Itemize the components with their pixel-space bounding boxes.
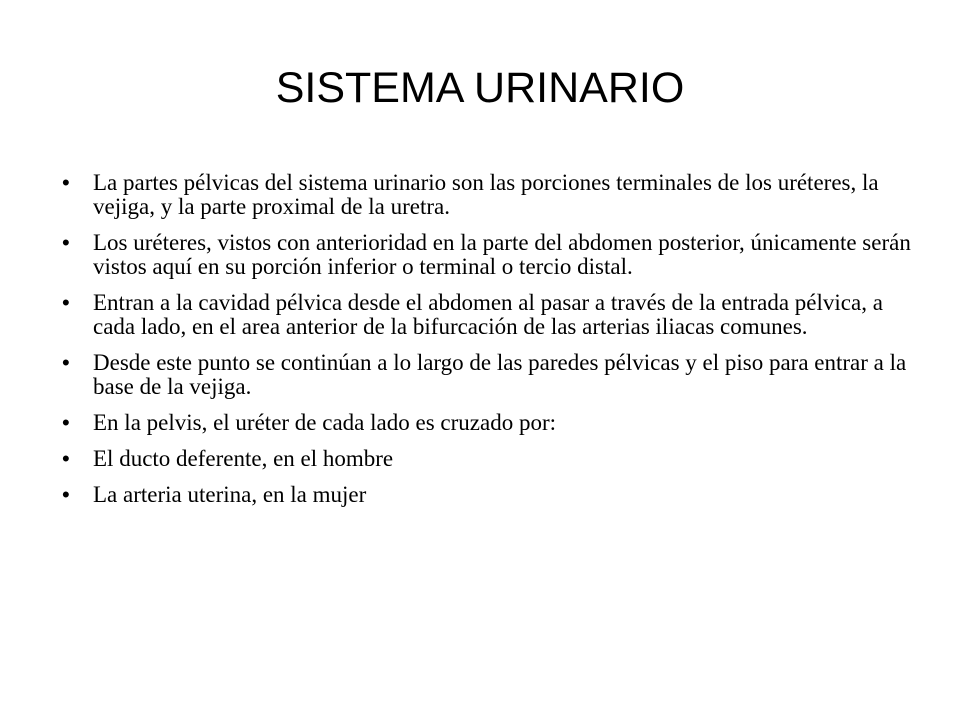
bullet-item [62,291,912,339]
bullet-text: El ducto deferente, en el hombre [93,446,394,471]
bullet-text: Desde este punto se continúan a lo largo de las paredes pélvicas y el piso para entrar a la base de la vejiga. [93,350,907,399]
bullet-item [62,411,912,435]
bullet-text: La arteria uterina, en la mujer [93,482,367,507]
bullet-dot-icon: • [62,410,70,435]
bullet-text: Los uréteres, vistos con anterioridad en la parte del abdomen posterior, únicamente serán vistos aquí en su porción inferior o terminal o tercio distal. [93,230,911,279]
bullet-text: La partes pélvicas del sistema urinario son las porciones terminales de los uréteres, la vejiga, y la parte proximal de la uretra. [93,170,879,219]
slide-title: SISTEMA URINARIO [275,64,685,112]
bullet-item [62,447,912,471]
bullet-dot-icon: • [62,170,70,195]
bullet-item [62,483,912,507]
bullet-dot-icon: • [62,290,70,315]
bullet-text: En la pelvis, el uréter de cada lado es cruzado por: [93,410,556,435]
bullet-list [62,171,912,519]
bullet-item [62,351,912,399]
bullet-dot-icon: • [62,482,70,507]
bullet-dot-icon: • [62,230,70,255]
bullet-dot-icon: • [62,446,70,471]
bullet-item [62,171,912,219]
bullet-dot-icon: • [62,350,70,375]
bullet-text: Entran a la cavidad pélvica desde el abdomen al pasar a través de la entrada pélvica, a cada lado, en el area anterior de la bifurcación de las arterias iliacas comunes. [93,290,883,339]
bullet-item [62,231,912,279]
